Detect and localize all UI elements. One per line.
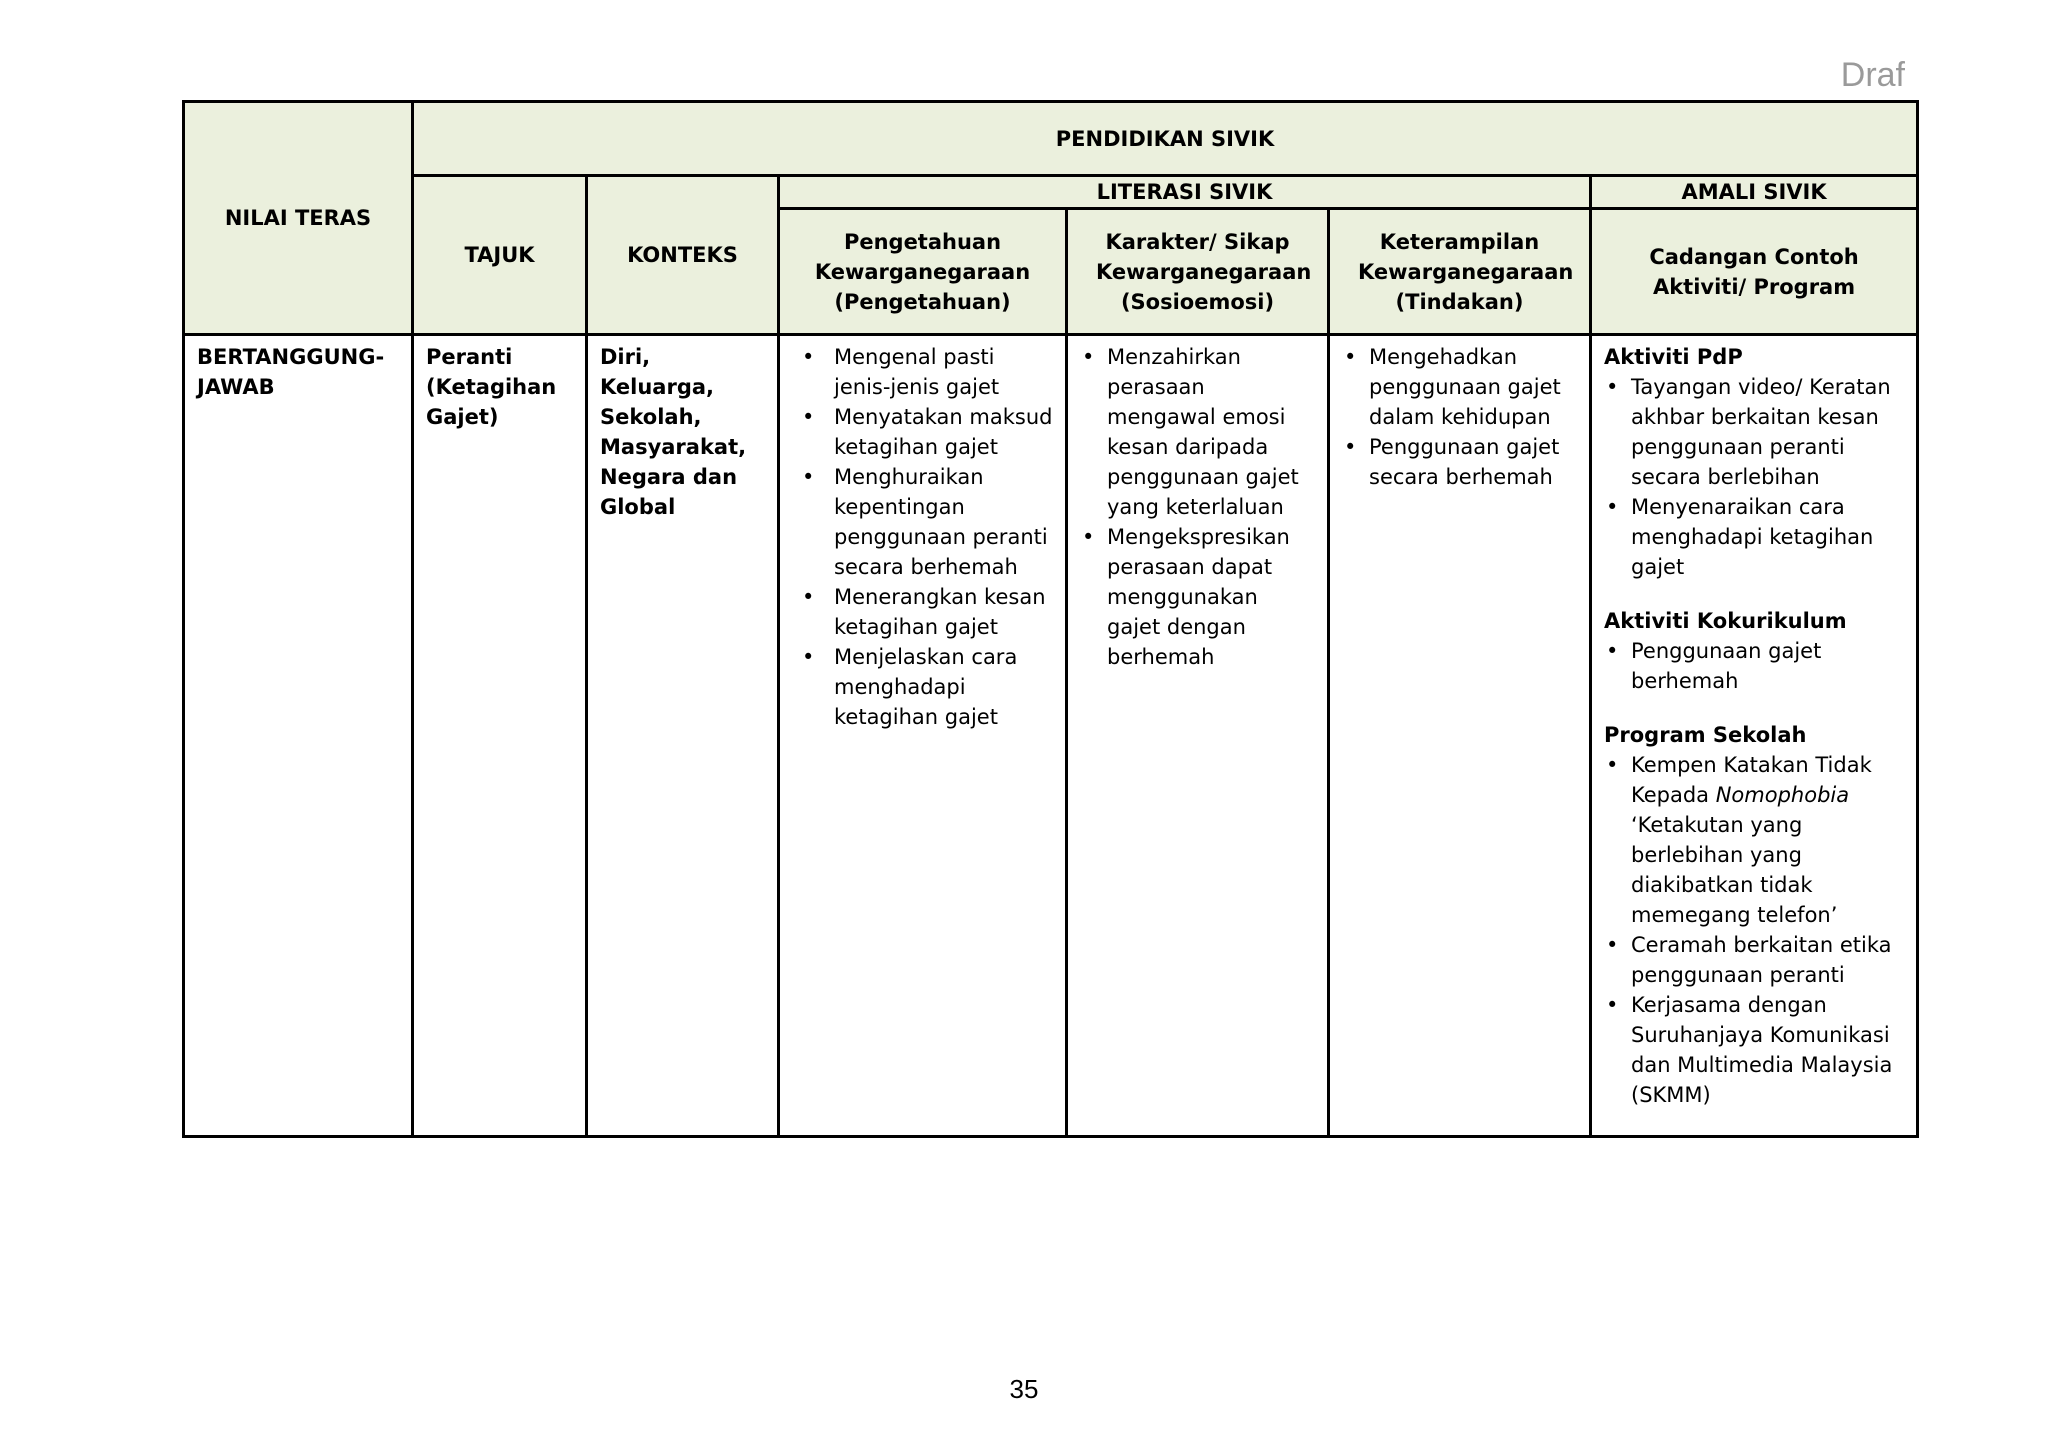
list-item: • Menerangkan kesan ketagihan gajet [792,582,1053,642]
page-number: 35 [1009,1374,1039,1404]
cell-karakter [1067,335,1329,1137]
list-item: • Mengenal pasti jenis-jenis gajet [792,342,1053,402]
draft-watermark: Draf [1840,56,1905,94]
list-item [1604,750,1904,930]
list-item: • Mengekspresikan perasaan dapat menggunakan gajet dengan berhemah [1080,522,1315,672]
cell-tajuk: Peranti (Ketagihan Gajet) [413,335,587,1137]
header-nilai-teras: NILAI TERAS [184,102,413,335]
header-pengetahuan: Pengetahuan Kewarganegaraan (Pengetahuan) [779,209,1067,335]
list-item: • Penggunaan gajet berhemah [1604,636,1904,696]
list-item: • Menghuraikan kepentingan penggunaan peranti secara berhemah [792,462,1053,582]
civic-education-table [182,100,1919,1138]
list-item: • Menyenaraikan cara menghadapi ketagihan gajet [1604,492,1904,582]
karakter-list [1080,342,1315,672]
list-item: • Tayangan video/ Keratan akhbar berkaitan kesan penggunaan peranti secara berlebihan [1604,372,1904,492]
header-cadangan: Cadangan Contoh Aktiviti/ Program [1591,209,1918,335]
list-item: • Menyatakan maksud ketagihan gajet [792,402,1053,462]
cell-konteks: Diri, Keluarga, Sekolah, Masyarakat, Negara dan Global [587,335,779,1137]
cell-nilai: BERTANGGUNG-JAWAB [184,335,413,1137]
kokurikulum-title: Aktiviti Kokurikulum [1604,609,1847,633]
list-item: • Menzahirkan perasaan mengawal emosi kesan daripada penggunaan gajet yang keterlaluan [1080,342,1315,522]
header-konteks: KONTEKS [587,176,779,335]
kempen-text-post: ‘Ketakutan yang berlebihan yang diakibatkan tidak memegang telefon’ [1631,813,1838,927]
header-literasi-sivik: LITERASI SIVIK [779,176,1591,209]
header-amali-sivik: AMALI SIVIK [1591,176,1918,209]
header-keterampilan: Keterampilan Kewarganegaraan (Tindakan) [1329,209,1591,335]
kempen-text-emphasis: Nomophobia [1715,783,1850,807]
kempen-text-pre: Kempen Katakan Tidak Kepada [1631,753,1872,807]
list-item: • Ceramah berkaitan etika penggunaan peranti [1604,930,1904,990]
list-item: • Mengehadkan penggunaan gajet dalam kehidupan [1342,342,1577,432]
cell-pengetahuan [779,335,1067,1137]
header-tajuk: TAJUK [413,176,587,335]
cell-keterampilan [1329,335,1591,1137]
list-item: • Penggunaan gajet secara berhemah [1342,432,1577,492]
pengetahuan-list [792,342,1053,732]
header-pendidikan-sivik: PENDIDIKAN SIVIK [413,102,1918,176]
program-sekolah-title: Program Sekolah [1604,723,1807,747]
header-karakter: Karakter/ Sikap Kewarganegaraan (Sosioemosi) [1067,209,1329,335]
aktiviti-pdp-list [1604,372,1904,582]
aktiviti-pdp-title: Aktiviti PdP [1604,345,1743,369]
kokurikulum-list [1604,636,1904,696]
list-item: • Menjelaskan cara menghadapi ketagihan gajet [792,642,1053,732]
list-item: • Kerjasama dengan Suruhanjaya Komunikasi dan Multimedia Malaysia (SKMM) [1604,990,1904,1110]
program-sekolah-list [1604,750,1904,1110]
cell-cadangan [1591,335,1918,1137]
keterampilan-list [1342,342,1577,492]
